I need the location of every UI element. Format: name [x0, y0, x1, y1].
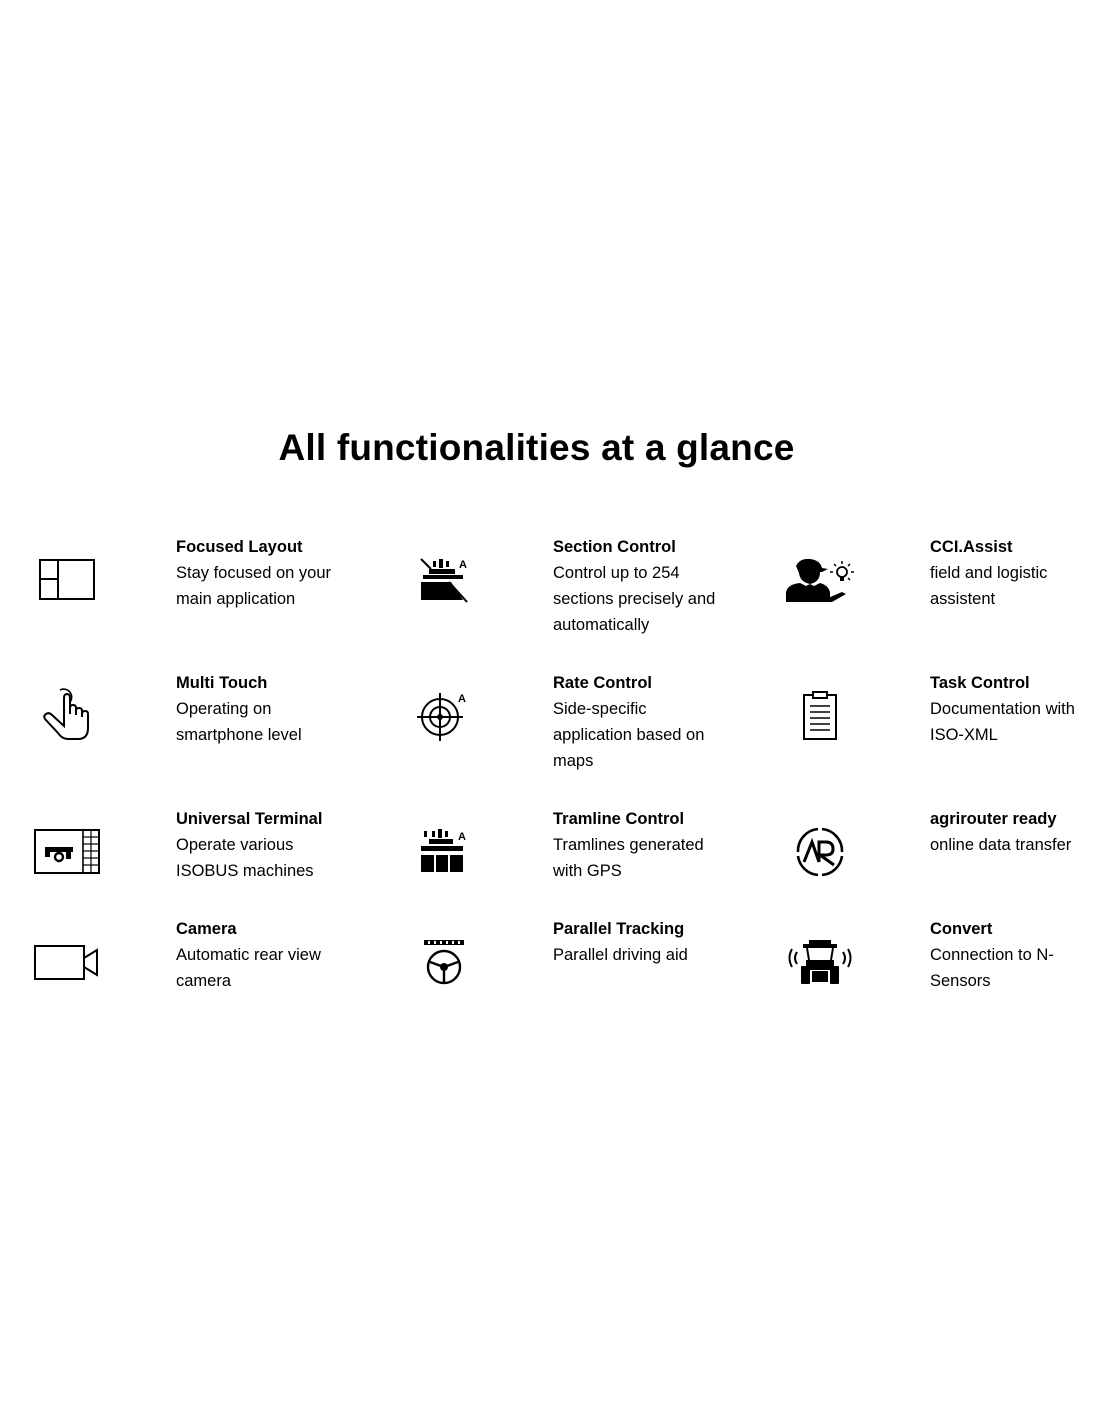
feature-description: Connection to N-Sensors: [930, 946, 1054, 990]
svg-text:A: A: [458, 831, 466, 843]
feature-title: Universal Terminal: [176, 810, 323, 828]
page-title: All functionalities at a glance: [278, 427, 795, 468]
feature-rate-control: [553, 670, 728, 774]
universal-terminal-icon: [33, 828, 103, 876]
feature-agrirouter: [930, 806, 1100, 858]
feature-description: Stay focused on your main application: [176, 564, 332, 608]
feature-description: Control up to 254 sections precisely and automatically: [553, 564, 716, 634]
feature-title: CCI.Assist: [930, 538, 1013, 556]
feature-description: online data transfer: [930, 836, 1072, 854]
feature-title: Focused Layout: [176, 538, 303, 556]
feature-description: Side-specific application based on maps: [553, 700, 705, 770]
feature-multi-touch: [176, 670, 351, 748]
multi-touch-icon: [40, 688, 92, 742]
feature-title: Rate Control: [553, 674, 652, 692]
feature-description: Operate various ISOBUS machines: [176, 836, 314, 880]
task-control-icon: [802, 690, 838, 742]
feature-focused-layout: [176, 534, 351, 612]
section-control-icon: [417, 556, 471, 604]
feature-convert: [930, 916, 1100, 994]
parallel-tracking-icon: [422, 938, 466, 988]
feature-title: Task Control: [930, 674, 1030, 692]
feature-title: Multi Touch: [176, 674, 268, 692]
feature-parallel-tracking: [553, 916, 728, 968]
feature-title: agrirouter ready: [930, 810, 1057, 828]
feature-description: Tramlines generated with GPS: [553, 836, 704, 880]
feature-universal-terminal: [176, 806, 351, 884]
feature-description: Automatic rear view camera: [176, 946, 321, 990]
feature-camera: [176, 916, 351, 994]
tramline-control-icon: [418, 828, 470, 876]
svg-text:A: A: [458, 693, 466, 705]
feature-section-control: [553, 534, 728, 638]
feature-description: Parallel driving aid: [553, 946, 688, 964]
agrirouter-icon: [795, 826, 845, 878]
feature-description: field and logistic assistent: [930, 564, 1048, 608]
feature-title: Tramline Control: [553, 810, 685, 828]
feature-description: Operating on smartphone level: [176, 700, 302, 744]
feature-description: Documentation with ISO-XML: [930, 700, 1075, 744]
feature-title: Camera: [176, 920, 237, 938]
feature-cci-assist: [930, 534, 1100, 612]
feature-tramline-control: [553, 806, 728, 884]
feature-title: Section Control: [553, 538, 676, 556]
camera-icon: [33, 944, 101, 982]
convert-icon: [787, 938, 853, 986]
rate-control-icon: [416, 690, 470, 742]
cci-assist-icon: [784, 556, 856, 604]
svg-text:A: A: [459, 559, 467, 571]
feature-title: Parallel Tracking: [553, 920, 685, 938]
focused-layout-icon: [38, 558, 96, 602]
feature-title: Convert: [930, 920, 993, 938]
feature-task-control: [930, 670, 1100, 748]
